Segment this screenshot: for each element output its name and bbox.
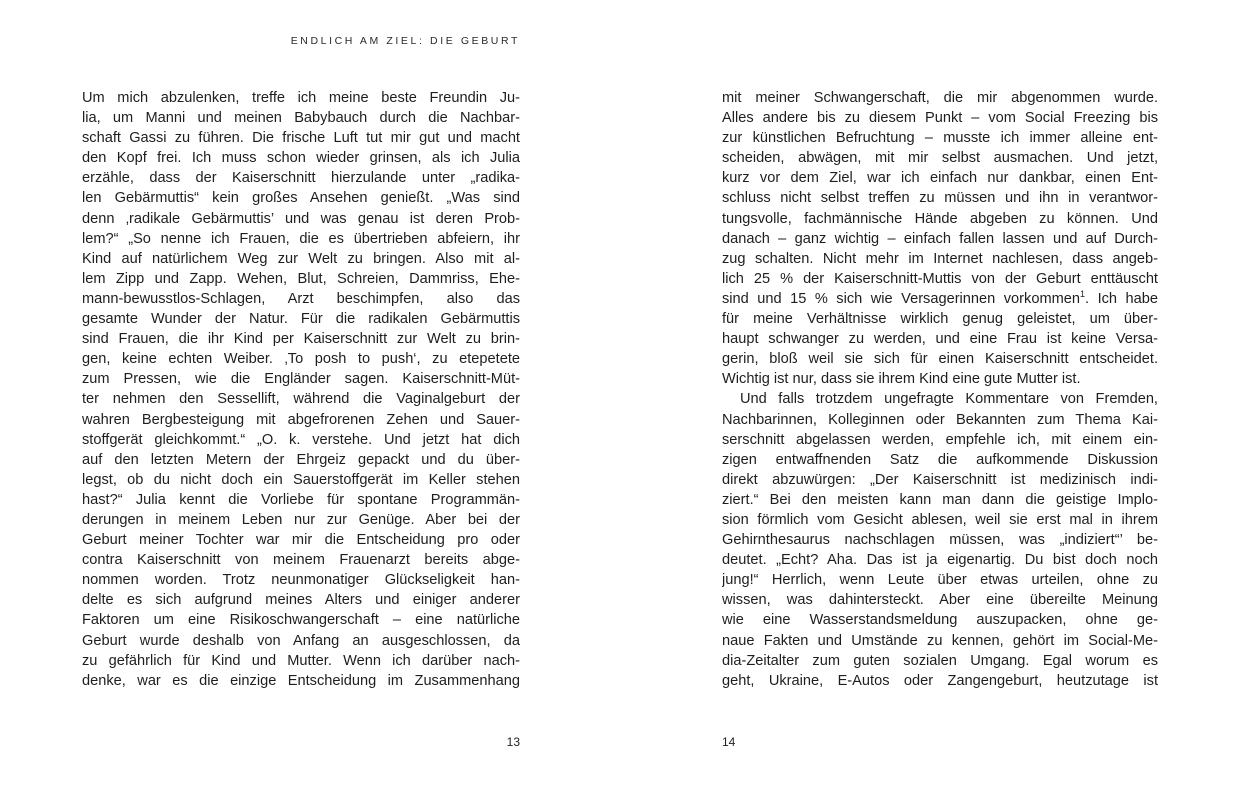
text-line: Kind auf natürlichem Weg zur Welt zu bringen. Also mit al-: [82, 250, 520, 267]
text-line: Alles andere bis zu diesem Punkt – vom Social Freezing bis: [722, 110, 1158, 127]
text-line: stoffgerät gleichkommt.“ „O. k. verstehe. Und jetzt hat dich: [82, 431, 520, 448]
text-line: sind Frauen, die ihr Kind per Kaiserschnitt zur Welt zu brin-: [82, 331, 520, 348]
page-number: 14: [722, 735, 736, 749]
text-line: zu gefährlich für Kind und Mutter. Wenn ich darüber nach-: [82, 652, 520, 669]
text-line: erzähle, dass der Kaiserschnitt hierzulande unter „radika-: [82, 170, 520, 187]
text-line: Geburt meiner Tochter war mir die Entscheidung pro oder: [82, 532, 520, 549]
text-line: derungen in meinem Leben nur zur Genüge. Aber bei der: [82, 511, 520, 528]
running-head: ENDLICH AM ZIEL: DIE GEBURT: [290, 35, 520, 47]
text-line: wahren Bergbesteigung mit abgefrorenen Zehen und Sauer-: [82, 411, 520, 428]
text-line: wissen, was dahintersteckt. Aber eine übereilte Meinung: [722, 592, 1158, 609]
text-line: für meine Verhältnisse wirklich genug geleistet, um über-: [722, 311, 1158, 328]
text-segment: . Ich habe: [1085, 290, 1158, 307]
text-line: scheiden, abwägen, mit mir selbst ausmachen. Und jetzt,: [722, 150, 1158, 167]
text-line: contra Kaiserschnitt von meinem Frauenarzt bereits abge-: [82, 552, 520, 569]
text-line: Um mich abzulenken, treffe ich meine beste Freundin Ju-: [82, 90, 520, 106]
text-line: gesamte Wunder der Natur. Für die radikalen Gebärmuttis: [82, 311, 520, 328]
text-line: mit meiner Schwangerschaft, die mir abgenommen wurde.: [722, 90, 1158, 106]
text-line: auf den letzten Metern der Ehrgeiz gepackt und du über-: [82, 451, 520, 468]
text-line: ziert.“ Bei den meisten kann man dann die geistige Implo-: [722, 491, 1158, 508]
text-line: delte es sich aufgrund meines Alters und einiger anderer: [82, 592, 520, 609]
text-line: dia-Zeitalter zum guten sozialen Umgang. Egal worum es: [722, 652, 1158, 669]
text-line: sion förmlich vom Gesicht ablesen, weil sie erst mal in ihrem: [722, 511, 1158, 528]
text-line: nommen worden. Trotz neunmonatiger Glückseligkeit han-: [82, 572, 520, 589]
text-line: Geburt wurde deshalb von Anfang an ausgeschlossen, da: [82, 632, 520, 649]
text-line: len Gebärmuttis“ kein großes Ansehen genießt. „Was sind: [82, 190, 520, 207]
text-line: serschnitt abgelassen werden, empfehle ich, mit einem ein-: [722, 431, 1158, 448]
text-segment: sind und 15 % sich wie Versagerinnen vorkommen: [722, 290, 1080, 307]
text-line: lich 25 % der Kaiserschnitt-Muttis von der Geburt enttäuscht: [722, 270, 1158, 287]
text-line: ter nehmen den Sessellift, während die Vaginalgeburt der: [82, 391, 520, 408]
text-line: direkt abzuwürgen: „Der Kaiserschnitt ist medizinisch indi-: [722, 471, 1158, 488]
text-line: haupt schwanger zu werden, und eine Frau ist keine Versa-: [722, 331, 1158, 348]
text-line: schaft Gassi zu führen. Die frische Luft tut mir gut und macht: [82, 130, 520, 147]
text-line: mann-bewusstlos-Schlagen, Arzt beschimpfen, also das: [82, 290, 520, 307]
text-line: zum Pressen, wie die Engländer sagen. Kaiserschnitt-Müt-: [82, 371, 520, 388]
text-line: deutet. „Echt? Aha. Das ist ja eigenartig. Du bist doch noch: [722, 552, 1158, 569]
text-line: denke, war es die einzige Entscheidung im Zusammenhang: [82, 672, 520, 689]
text-line: den Kopf frei. Ich muss schon wieder grinsen, als ich Julia: [82, 150, 520, 167]
text-line-with-footnote: [722, 289, 1158, 309]
text-line: zur künstlichen Befruchtung – musste ich immer alleine ent-: [722, 130, 1158, 147]
text-line: naue Fakten und Umstände zu kennen, gehört im Social-Me-: [722, 632, 1158, 649]
text-line: geht, Ukraine, E-Autos oder Zangengeburt, heutzutage ist: [722, 672, 1158, 689]
text-line: lem?“ „So nenne ich Frauen, die es übertrieben abfeiern, ihr: [82, 230, 520, 247]
text-line: Wichtig ist nur, dass sie ihrem Kind eine gute Mutter ist.: [722, 371, 1081, 388]
text-line: danach – ganz wichtig – einfach fallen lassen und auf Durch-: [722, 230, 1158, 247]
text-line: Faktoren um eine Risikoschwangerschaft – eine natürliche: [82, 612, 520, 629]
right-body-text: [722, 88, 1158, 691]
text-line: zug schalten. Nicht mehr im Internet nachlesen, dass angeb-: [722, 250, 1158, 267]
text-line: gen, keine echten Weiber. ‚To posh to push‘, zu etepetete: [82, 351, 520, 368]
text-line: lem Zipp und Zapp. Wehen, Blut, Schreien, Dammriss, Ehe-: [82, 270, 520, 287]
text-line: jung!“ Herrlich, wenn Leute über etwas urteilen, ohne zu: [722, 572, 1158, 589]
text-line: legst, ob du nicht doch ein Sauerstoffgerät im Keller stehen: [82, 471, 520, 488]
text-line: gerin, bloß weil sie sich für einen Kaiserschnitt entscheidet.: [722, 351, 1158, 368]
page-number: 13: [506, 735, 520, 749]
text-line: schluss nicht selbst treffen zu müssen und ihn in verantwor-: [722, 190, 1158, 207]
text-line: kurz vor dem Ziel, war ich einfach nur dankbar, einen Ent-: [722, 170, 1158, 187]
text-line: denn ‚radikale Gebärmuttis’ und was genau ist deren Prob-: [82, 210, 520, 227]
text-line: Und falls trotzdem ungefragte Kommentare von Fremden,: [740, 391, 1158, 408]
text-line: lia, um Manni und meinen Babybauch durch die Nachbar-: [82, 110, 520, 127]
footnote-marker[interactable]: 1: [1080, 289, 1086, 300]
text-line: tungsvolle, fachmännische Hände abgeben zu können. Und: [722, 210, 1158, 227]
text-line: Nachbarinnen, Kolleginnen oder Bekannten zum Thema Kai-: [722, 411, 1158, 428]
text-line: Gehirnthesaurus nachschlagen müssen, was „indiziert“’ be-: [722, 532, 1158, 549]
right-page: [620, 0, 1240, 797]
text-line: hast?“ Julia kennt die Vorliebe für spontane Programmän-: [82, 491, 520, 508]
left-body-text: [82, 88, 520, 691]
text-line: wie eine Wasserstandsmeldung auszupacken, ohne ge-: [722, 612, 1158, 629]
text-line: zigen entwaffnenden Satz die aufkommende Diskussion: [722, 451, 1158, 468]
